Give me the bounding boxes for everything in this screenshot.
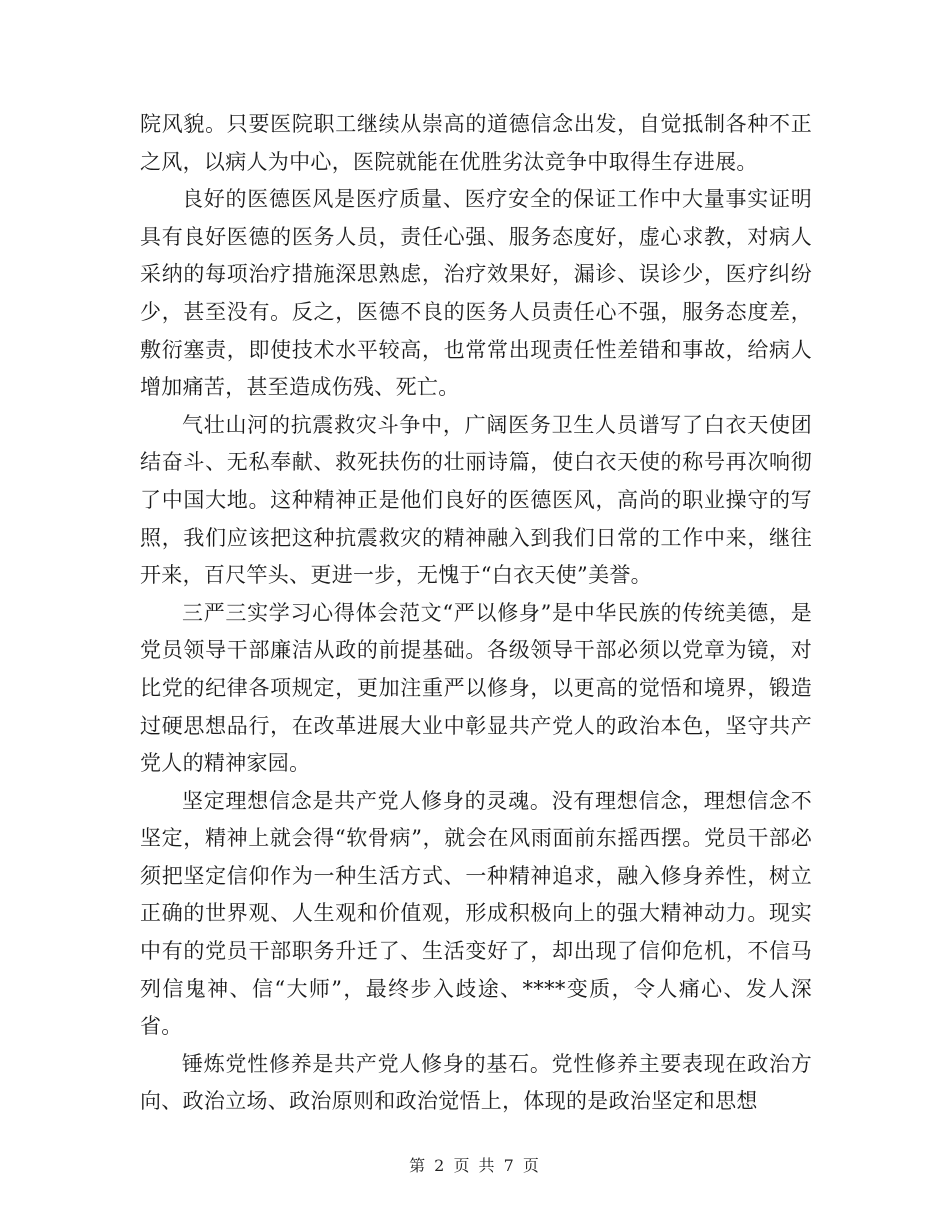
- paragraph-self-cultivation: 三严三实学习心得体会范文“严以修身”是中华民族的传统美德，是党员领导干部廉洁从政的前提基础。各级领导干部必须以党章为镜，对比党的纪律各项规定，更加注重严以修身，以更高的觉悟和境界，锻造过硬思想品行，在改革进展大业中彰显共产党人的政治本色，坚守共产党人的精神家园。: [140, 600, 812, 776]
- paragraph-party-spirit: 锤炼党性修养是共产党人修身的基石。党性修养主要表现在政治方向、政治立场、政治原则和政治觉悟上，体现的是政治坚定和思想: [140, 1051, 812, 1114]
- paragraph-continuation: 院风貌。只要医院职工继续从崇高的道德信念出发，自觉抵制各种不正之风，以病人为中心，医院就能在优胜劣汰竞争中取得生存进展。: [140, 112, 812, 174]
- paragraph-medical-ethics: 良好的医德医风是医疗质量、医疗安全的保证工作中大量事实证明具有良好医德的医务人员，责任心强、服务态度好，虚心求教，对病人采纳的每项治疗措施深思熟虑，治疗效果好，漏诊、误诊少，医疗纠纷少，甚至没有。反之，医德不良的医务人员责任心不强，服务态度差，敷衍塞责，即使技术水平较高，也常常出现责任性差错和事故，给病人增加痛苦，甚至造成伤残、死亡。: [140, 187, 812, 400]
- page-number-footer: 第 2 页 共 7 页: [409, 1156, 541, 1175]
- paragraph-ideals-beliefs: 坚定理想信念是共产党人修身的灵魂。没有理想信念，理想信念不坚定，精神上就会得“软骨病”，就会在风雨面前东摇西摆。党员干部必须把坚定信仰作为一种生活方式、一种精神追求，融入修身养性，树立正确的世界观、人生观和价值观，形成积极向上的强大精神动力。现实中有的党员干部职务升迁了、生活变好了，却出现了信仰危机，不信马列信鬼神、信“大师”，最终步入歧途、****变质，令人痛心、发人深省。: [140, 788, 812, 1039]
- paragraph-earthquake-relief: 气壮山河的抗震救灾斗争中，广阔医务卫生人员谱写了白衣天使团结奋斗、无私奉献、救死扶伤的壮丽诗篇，使白衣天使的称号再次响彻了中国大地。这种精神正是他们良好的医德医风，高尚的职业操守的写照，我们应该把这种抗震救灾的精神融入到我们日常的工作中来，继往开来，百尺竿头、更进一步，无愧于“白衣天使”美誉。: [140, 412, 812, 588]
- document-body: [140, 106, 812, 1121]
